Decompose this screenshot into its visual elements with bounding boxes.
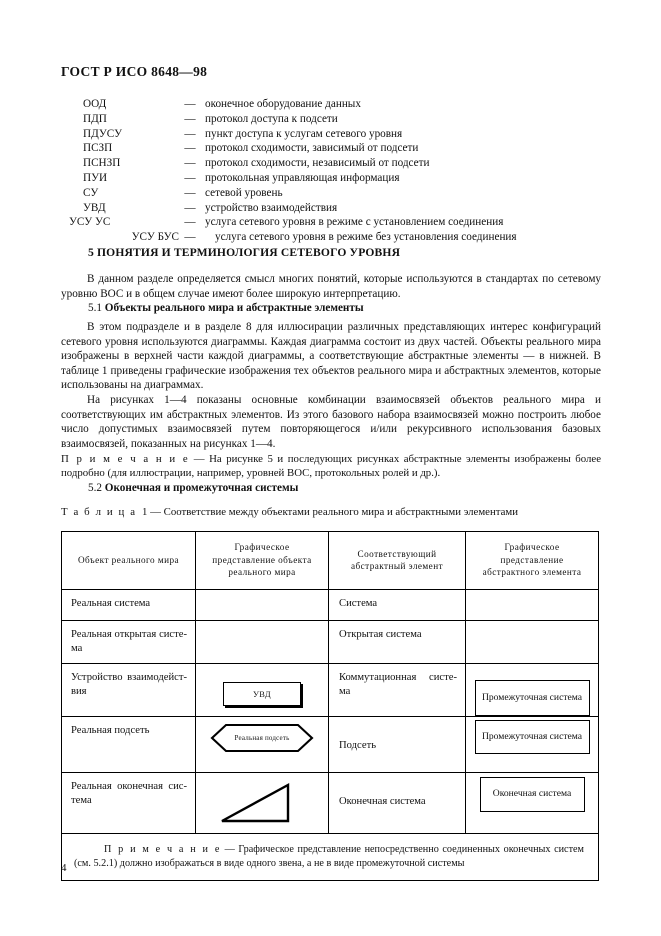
table-header-real-object: Объект реального мира	[62, 532, 196, 590]
abbreviation-term: ПДУСУ	[83, 127, 123, 140]
table-header-row	[62, 532, 599, 590]
subsection-number-52: 5.2	[88, 482, 102, 494]
real-object-label: Устройство взаимодейст-вия	[71, 672, 187, 697]
abbreviation-term: ПДП	[83, 112, 107, 125]
abbreviation-dash: —	[184, 186, 196, 199]
cell-real-graphic	[196, 621, 329, 664]
abbreviation-dash: —	[184, 142, 196, 155]
abbreviation-definition: услуга сетевого уровня в режиме без установления соединения	[215, 231, 517, 244]
abbreviation-row	[61, 113, 601, 128]
subsection-number-51: 5.1	[88, 302, 102, 314]
hexagon-label: Реальная подсеть	[234, 733, 290, 742]
abbreviation-row	[61, 98, 601, 113]
abbreviation-row	[61, 128, 601, 143]
abbreviation-dash: —	[184, 171, 196, 184]
end-system-shape-container	[196, 773, 328, 841]
cell-real-graphic	[196, 773, 329, 834]
subsection-title-51: Объекты реального мира и абстрактные элементы	[104, 302, 364, 314]
abbreviation-dash: —	[184, 231, 196, 244]
cell-abstract-graphic	[466, 717, 599, 773]
paragraph-intro	[61, 272, 601, 301]
abbreviation-definition: пункт доступа к услугам сетевого уровня	[205, 127, 403, 140]
table-caption-text: — Соответствие между объектами реального мира и абстрактными элементами	[150, 506, 518, 518]
real-object-label: Реальная система	[71, 598, 151, 609]
abbreviation-list	[61, 98, 601, 246]
table-header-abstract-element: Соответствующий абстрактный элемент	[329, 532, 466, 590]
subnetwork-shape-container	[196, 717, 328, 778]
abstract-graphic-empty	[466, 590, 598, 620]
abstract-element-label: Открытая система	[339, 629, 422, 640]
cell-abstract-graphic	[466, 621, 599, 664]
paragraph-51-2	[61, 393, 601, 451]
abbreviation-definition: протокол сходимости, зависимый от подсети	[205, 142, 419, 155]
table-caption-label: Т а б л и ц а	[61, 506, 137, 518]
abbreviation-dash: —	[184, 157, 196, 170]
abstract-graphic-empty	[466, 621, 598, 663]
cell-abstract-graphic	[466, 773, 599, 834]
cell-abstract-element	[329, 717, 466, 773]
table-footer-note-row	[62, 834, 599, 881]
correspondence-table	[61, 531, 599, 881]
abbreviation-term: УСУ БУС	[131, 231, 179, 244]
note-label: П р и м е ч а н и е	[61, 453, 190, 465]
real-end-system-triangle-icon	[214, 781, 310, 825]
abbreviation-row	[61, 142, 601, 157]
running-head: ГОСТ Р ИСО 8648—98	[61, 64, 208, 79]
abbreviation-definition: услуга сетевого уровня в режиме с установлением соединения	[205, 216, 504, 229]
abbreviation-row	[61, 216, 601, 231]
table-footer-note-label: П р и м е ч а н и е	[104, 844, 221, 855]
abbreviation-dash: —	[184, 127, 196, 140]
abbreviation-term: СУ	[83, 186, 99, 199]
abbreviation-term: ПСНЗП	[83, 157, 121, 170]
page-number: 4	[61, 862, 67, 874]
cell-abstract-element	[329, 621, 466, 664]
real-graphic-empty	[196, 590, 328, 620]
real-subnetwork-hexagon-icon	[210, 723, 314, 753]
cell-real-graphic	[196, 590, 329, 621]
cell-real-graphic	[196, 664, 329, 717]
table-row	[62, 773, 599, 834]
cell-abstract-graphic	[466, 664, 599, 717]
real-object-label: Реальная открытая систе-ма	[71, 629, 187, 654]
abbreviation-definition: сетевой уровень	[205, 186, 283, 199]
cell-real-graphic	[196, 717, 329, 773]
abbreviation-dash: —	[184, 112, 196, 125]
abstract-shape-container	[466, 773, 598, 837]
abbreviation-definition: оконечное оборудование данных	[205, 98, 361, 110]
abbreviation-term: ООД	[83, 98, 107, 110]
intermediate-system-box-icon	[475, 720, 590, 754]
abstract-shape-container	[466, 717, 598, 775]
real-object-label: Реальная оконечная сис-тема	[71, 781, 187, 806]
intermediate-system-label: Промежуточная система	[481, 730, 583, 742]
table-footer-note	[62, 834, 598, 880]
table-header-real-graphic: Графическое представление объекта реального мира	[196, 532, 329, 590]
abbreviation-row	[61, 157, 601, 172]
table-row	[62, 621, 599, 664]
abbreviation-term: УСУ УС	[69, 216, 111, 229]
abbreviation-definition: протокольная управляющая информация	[205, 171, 400, 184]
abbreviation-dash: —	[184, 216, 196, 229]
table-footer-note-text: — Графическое представление непосредственно соединенных оконечных систем (см. 5.2.1) должно изображаться в виде одного звена, а не в виде промежуточной системы	[74, 844, 584, 869]
table-caption	[61, 506, 518, 518]
cell-real-object	[62, 621, 196, 664]
abbreviation-dash: —	[184, 201, 196, 214]
abbreviation-row	[61, 187, 601, 202]
abbreviation-row	[61, 231, 601, 246]
paragraph-51-2-text: На рисунках 1—4 показаны основные комбинации взаимосвязей объектов реального мира и соответствующих им абстрактных элементов. Из этого базового набора взаимосвязей можно построить любое число допустимых взаимосвязей путем повторяющегося и/или рекурсивного использования базовых взаимосвязей, показанных на рисунках 1—4.	[61, 394, 601, 450]
table-row	[62, 590, 599, 621]
abbreviation-definition: устройство взаимодействия	[205, 201, 338, 214]
table-caption-number: 1	[142, 506, 148, 518]
subsection-title-52: Оконечная и промежуточная системы	[104, 482, 299, 494]
paragraph-51-1	[61, 320, 601, 393]
cell-real-object	[62, 590, 196, 621]
intermediate-system-box-icon	[475, 680, 590, 716]
abbreviation-term: ПСЗП	[83, 142, 113, 155]
abstract-element-label: Оконечная система	[339, 796, 426, 807]
iwu-box-label: УВД	[252, 689, 272, 699]
table-row	[62, 664, 599, 717]
cell-abstract-graphic	[466, 590, 599, 621]
subsection-heading-52	[88, 481, 298, 496]
abstract-element-label: Система	[339, 598, 378, 609]
table-header-abstract-graphic: Графическое представление абстрактного элемента	[466, 532, 599, 590]
abbreviation-term: ПУИ	[83, 171, 108, 184]
abstract-element-label: Подсеть	[339, 740, 377, 751]
abstract-shape-container	[466, 664, 598, 722]
section-heading-5: 5 ПОНЯТИЯ И ТЕРМИНОЛОГИЯ СЕТЕВОГО УРОВНЯ	[88, 246, 401, 259]
cell-real-object	[62, 717, 196, 773]
abstract-element-label: Коммутационная систе-ма	[339, 672, 457, 697]
paragraph-51-1-text: В этом подразделе и в разделе 8 для иллюсирации различных представляющих интерес конфигураций сетевого уровня используются диаграммы. Каждая диаграмма состоит из двух частей. Объекты реального мира изображены в верхней части каждой диаграммы, а соответствующие абстрактные элементы — в нижней. В таблице 1 приведены графические изображения тех объектов реального мира и абстрактных элементов, которые использованы на диаграммах.	[61, 321, 601, 392]
abbreviation-term: УВД	[83, 201, 106, 214]
end-system-label: Оконечная система	[492, 788, 572, 800]
cell-real-object	[62, 773, 196, 834]
abbreviation-dash: —	[184, 98, 196, 110]
real-object-label: Реальная подсеть	[71, 725, 150, 736]
abbreviation-definition: протокол сходимости, независимый от подсети	[205, 157, 430, 170]
note-text: — На рисунке 5 и последующих рисунках абстрактные элементы изображены более подробно (для иллюстрации, например, уровней ВОС, протокольных ролей и др.).	[61, 453, 601, 479]
cell-abstract-element	[329, 590, 466, 621]
paragraph-note-51	[61, 452, 601, 480]
table-row	[62, 717, 599, 773]
real-graphic-empty	[196, 621, 328, 663]
iwu-shape-container	[196, 664, 328, 720]
intermediate-system-label: Промежуточная система	[481, 691, 583, 703]
cell-table-footer-note	[62, 834, 599, 881]
cell-abstract-element	[329, 664, 466, 717]
abbreviation-row	[61, 202, 601, 217]
paragraph-intro-text: В данном разделе определяется смысл многих понятий, которые используются в стандартах по сетевому уровню ВОС и в общем случае имеют более широкую интерпретацию.	[61, 273, 601, 300]
subsection-heading-51	[88, 301, 364, 316]
interworking-unit-box-icon	[223, 682, 301, 706]
abbreviation-definition: протокол доступа к подсети	[205, 112, 338, 125]
abbreviation-row	[61, 172, 601, 187]
cell-abstract-element	[329, 773, 466, 834]
end-system-box-icon	[480, 777, 585, 812]
cell-real-object	[62, 664, 196, 717]
